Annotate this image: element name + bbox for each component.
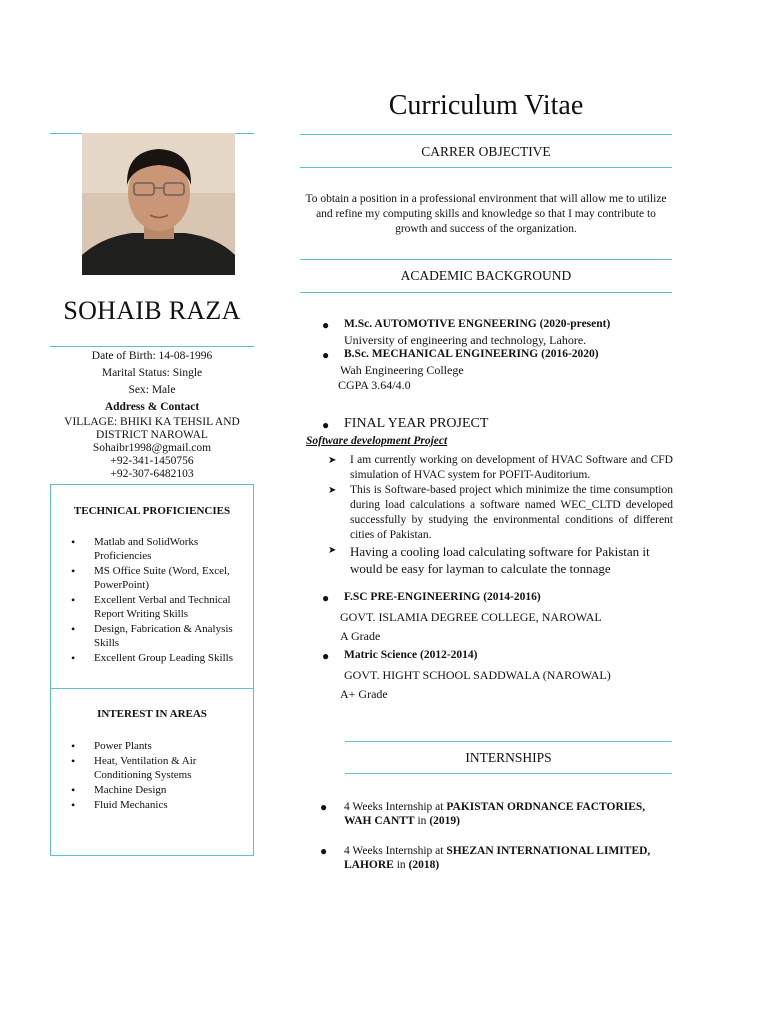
phone-1: +92-341-1450756 [110, 455, 194, 467]
technical-list [71, 535, 251, 666]
divider [345, 773, 672, 774]
internship-item: ● 4 Weeks Internship at PAKISTAN ORDNANCE FACTORIES, WAH CANTT in (2019) [320, 800, 646, 827]
address-line-1: VILLAGE: BHIKI KA TEHSIL AND [64, 416, 240, 428]
technical-proficiencies-box [50, 484, 254, 688]
candidate-name: SOHAIB RAZA [63, 296, 241, 325]
bullet-icon: ● [320, 844, 328, 858]
divider [300, 292, 672, 293]
arrow-bullet-icon: ➤ [328, 545, 337, 556]
document-title: Curriculum Vitae [388, 90, 584, 121]
technical-heading: TECHNICAL PROFICIENCIES [73, 505, 231, 517]
fyp-title: FINAL YEAR PROJECT [344, 416, 489, 431]
fyp-point: ➤ This is Software-based project which minimize the time consumption during load calculations a software named WEC_CLTD developed successfully by studying the environmental conditions of different cities of Pakistan. [328, 484, 673, 541]
person-photo-icon [82, 133, 235, 275]
fsc-institution: GOVT. ISLAMIA DEGREE COLLEGE, NAROWAL [340, 610, 602, 624]
fyp-subtitle: Software development Project [306, 435, 448, 447]
divider [300, 259, 672, 260]
list-item: • Design, Fabrication & Analysis Skills [71, 622, 251, 650]
list-item: • Machine Design [71, 783, 251, 797]
bsc-cgpa: CGPA 3.64/4.0 [338, 378, 411, 392]
divider [50, 346, 254, 347]
academic-heading: ACADEMIC BACKGROUND [400, 268, 572, 283]
bsc-title: B.Sc. MECHANICAL ENGINEERING (2016-2020) [344, 348, 599, 360]
divider [345, 741, 672, 742]
email: Sohaibr1998@gmail.com [92, 442, 212, 454]
fsc-title: F.SC PRE-ENGINEERING (2014-2016) [344, 591, 541, 603]
address-heading: Address & Contact [104, 401, 200, 413]
matric-grade: A+ Grade [340, 687, 388, 701]
profile-photo [82, 133, 235, 275]
fsc-grade: A Grade [340, 629, 381, 643]
msc-institution: University of engineering and technology, Lahore. [344, 333, 587, 347]
fyp-point: ➤ Having a cooling load calculating software for Pakistan it would be easy for layman to calculate the tonnage [328, 544, 650, 576]
bullet-icon: ● [322, 591, 330, 605]
bullet-icon: ● [322, 318, 330, 332]
interest-areas-box [50, 688, 254, 856]
list-item: • Excellent Group Leading Skills [71, 651, 251, 665]
list-item: • Matlab and SolidWorks Proficiencies [71, 535, 251, 563]
internship-item: ● 4 Weeks Internship at SHEZAN INTERNATIONAL LIMITED, LAHORE in (2018) [320, 844, 651, 871]
bsc-institution: Wah Engineering College [340, 363, 464, 377]
phone-2: +92-307-6482103 [110, 468, 194, 480]
arrow-bullet-icon: ➤ [328, 455, 337, 466]
marital-status: Marital Status: Single [101, 367, 203, 379]
divider [300, 134, 672, 135]
objective-text: To obtain a position in a professional environment that will allow me to utilize and refine my computing skills and knowledge so that I may contribute to growth and success of the organization. [305, 193, 667, 235]
divider [300, 167, 672, 168]
list-item: • Excellent Verbal and Technical Report Writing Skills [71, 593, 251, 621]
list-item: • Power Plants [71, 739, 251, 753]
interests-heading: INTEREST IN AREAS [97, 708, 207, 720]
personal-details [50, 348, 254, 481]
bullet-icon: ● [322, 649, 330, 663]
interests-list [71, 739, 251, 813]
arrow-bullet-icon: ➤ [328, 485, 337, 496]
address-line-2: DISTRICT NAROWAL [96, 429, 208, 441]
internships-heading: INTERNSHIPS [465, 750, 552, 765]
fyp-point: ➤ I am currently working on development of HVAC Software and CFD simulation of HVAC system for POFIT-Auditorium. [328, 454, 673, 481]
matric-title: Matric Science (2012-2014) [344, 649, 478, 661]
list-item: • Fluid Mechanics [71, 798, 251, 812]
msc-title: M.Sc. AUTOMOTIVE ENGNEERING (2020-present) [344, 318, 611, 330]
objective-heading: CARRER OBJECTIVE [421, 144, 551, 159]
list-item: • MS Office Suite (Word, Excel, PowerPoint) [71, 564, 251, 592]
bullet-icon: ● [320, 800, 328, 814]
list-item: • Heat, Ventilation & Air Conditioning Systems [71, 754, 251, 782]
bullet-icon: ● [322, 418, 330, 432]
sex: Sex: Male [128, 384, 176, 396]
bullet-icon: ● [322, 348, 330, 362]
matric-institution: GOVT. HIGHT SCHOOL SADDWALA (NAROWAL) [344, 668, 611, 682]
date-of-birth: Date of Birth: 14-08-1996 [91, 350, 213, 362]
